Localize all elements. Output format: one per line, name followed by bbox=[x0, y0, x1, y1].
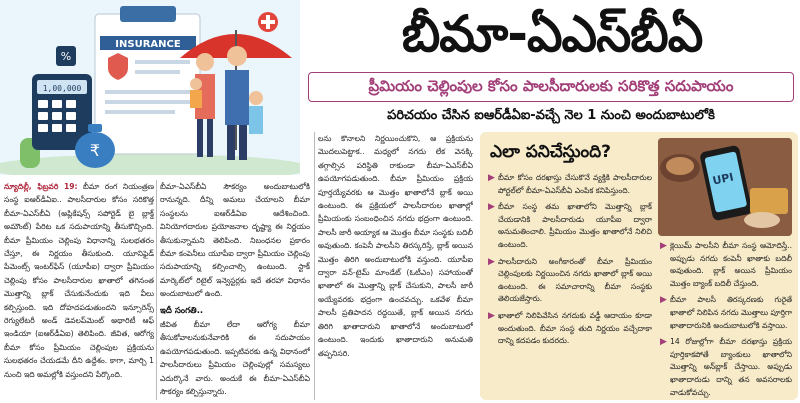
bullet-marker-icon: ▶ bbox=[660, 295, 667, 306]
bullet-item: ▶ 14 రోజుల్లోగా బీమా దరఖాస్తు ప్రక్రియ పూర్తికాకపోతే బ్యాంకులు ఖాతాలోని మొత్తాన్ని అన్‌బ్లాక్ చేస్తాయి. అప్పుడు ఖాతాదారుడు దాన్ని తన అవసరాలకు వాడుకోవచ్చు. bbox=[660, 336, 792, 399]
calculator-display: 1,00,000 bbox=[42, 84, 82, 93]
bullet-list-right bbox=[660, 240, 792, 400]
rupee-symbol: ₹ bbox=[89, 141, 101, 160]
article-column-2 bbox=[160, 180, 310, 402]
insurance-label: INSURANCE bbox=[115, 39, 181, 50]
bullet-marker-icon: ▶ bbox=[660, 337, 667, 348]
bullet-item: ▶ బీమా కోసం దరఖాస్తు చేసుకొనే వ్యక్తికి పాలసీదారుల పోర్టల్‌లో బీమా-ఏఎస్‌బీఏ ఎంపిక కనిపిస్తుంది. bbox=[488, 172, 652, 197]
bullet-list-left bbox=[488, 172, 652, 352]
article-column-3 bbox=[318, 132, 473, 402]
bullet-marker-icon: ▶ bbox=[488, 173, 495, 183]
bullet-marker-icon: ▶ bbox=[660, 241, 667, 251]
column-3-body: లను కొనాలని నిర్ణయించుకొని, ఆ ప్రక్రియను మొదలుపెట్టాక.. మధ్యలో నగదు లేక వెనక్కి తగ్గాల్సిన పరిస్థితి రాకుండా బీమా-ఏఎస్‌బీఏ ఉపయోగపడుతుంది. బీమా ప్రీమియం ప్రక్రియ పూర్తయ్యేవరకు ఆ మొత్తం ఖాతాలోనే బ్లాక్ అయి ఉంటుంది. ఈ ప్రక్రియలో పాలసీదారుల ఖాతాల్లో ప్రీమియంకు సంబంధించిన నగదు భద్రంగా ఉంటుంది. పాలసీ జారీ అయ్యాక ఆ మొత్తం బీమా సంస్థకు బదిలీ అవుతుంది. కంపెనీ పాలసీని తిరస్కరిస్తే, బ్లాక్ అయిన మొత్తం తిరిగి అందుబాటులోకి వస్తుంది. యూపీఐ ద్వారా వన్-టైమ్ మాండేట్ (ఓటీఎం) సహాయంతో ఖాతాలో ఈ మొత్తాన్ని బ్లాక్ చేసుకుని, పాలసీ జారీ అయ్యేవరకు భద్రంగా ఉంచవచ్చు. ఒకవేళ బీమా పాలసీ ప్రతిపాదన రద్దయితే, బ్లాక్ అయిన నగదు తిరిగి ఖాతాదారుని ఖాతాలోనే అందుబాటులో ఉంటుంది. ఇందుకు ఖాతాదారుని అనుమతి తప్పనిసరి. bbox=[318, 134, 473, 358]
bullet-item: ▶ పాలసీదారుని అంగీకారంతో బీమా ప్రీమియం చెల్లింపులకు నిర్ణయించిన నగదు ఖాతాలో బ్లాక్ అయి ఉంటుంది. ఈ సమాచారాన్ని బీమా సంస్థకు తెలియజేస్తారు. bbox=[488, 256, 652, 306]
column-1-body: బీమా రంగ నియంత్రణ సంస్థ ఐఆర్‌డీఏఐ.. పాలసీదారుల కోసం సరికొత్త బీమా-ఏఎస్‌బీఏ (అప్లికేషన్స్ సపోర్టెడ్ బై బ్లాక్డ్ అమౌంట్) పేరిట ఒక సదుపాయాన్ని తీసుకొచ్చింది. బీమా ప్రీమియం చెల్లింపు విధానాన్ని సులభతరం చేస్తూ, ఈ నిర్ణయం తీసుకుంది. యూనిఫైడ్ పేమెంట్స్ ఇంటర్‌ఫేస్ (యూపీఐ) ద్వారా ప్రీమియం చెల్లింపు కోసం పాలసీదారుల ఖాతాలో తగినంత మొత్తాన్ని బ్లాక్ చేసుకునేందుకు ఇది వీలు కల్పిస్తుంది. ఇది దోహదపడుతుందని ఇన్సూరెన్స్ రెగ్యులేటరీ అండ్ డెవలప్‌మెంట్ అథారిటీ ఆఫ్ ఇండియా (ఐఆర్‌డీఏఐ) తెలిపింది. జీవిత, ఆరోగ్య బీమా కోసం ప్రీమియం చెల్లింపుల ప్రక్రియను సులభతరం చేయడమే దీని ఉద్దేశం. కాగా, మార్చి 1 నుంచి ఇది అమల్లోకి వస్తుందని పేర్కొంది. bbox=[4, 182, 154, 379]
insurance-illustration bbox=[0, 0, 300, 175]
percent-label: % bbox=[60, 50, 72, 63]
headline: బీమా-ఏఎస్‌బీఏ bbox=[401, 5, 703, 63]
section-title: ఇదీ సంగతి.. bbox=[160, 305, 204, 316]
article-column-1 bbox=[4, 180, 154, 402]
bullet-item: ▶ క్లెయిమ్ పాలసీని బీమా సంస్థ ఆమోదిస్తే.. అప్పుడు నగదు కంపెనీ ఖాతాకు బదిలీ అవుతుంది. బ్లాక్ అయిన ప్రీమియం మొత్తం బ్యాంక్ బదిలీ చేస్తుంది. bbox=[660, 240, 792, 290]
bullet-marker-icon: ▶ bbox=[488, 256, 495, 267]
upi-payment-photo bbox=[658, 138, 792, 236]
bullet-item: ▶ బీమా పాలసీ తిరస్కరణకు గురైతే ఖాతాలో నిలిపిన నగదు మొత్తాలు పూర్తిగా ఖాతాదారునికి అందుబాటులోకి వస్తాయి. bbox=[660, 294, 792, 332]
bullet-marker-icon: ▶ bbox=[488, 202, 495, 213]
how-it-works-title: ఎలా పనిచేస్తుంది? bbox=[490, 142, 612, 162]
how-it-works-box bbox=[480, 132, 798, 400]
bullet-item: ▶ ఖాతాలో నిలిపివేసిన నగదుకు వడ్డీ ఆదాయం కూడా అందుతుంది. బీమా సంస్థ తుది నిర్ణయం వచ్చేదాకా దాన్ని కదపడం కుదరదు. bbox=[488, 310, 652, 348]
phone-payment-icon bbox=[658, 138, 792, 236]
subheadline: ప్రీమియం చెల్లింపుల కోసం పాలసీదారులకు సరికొత్త సదుపాయం bbox=[308, 72, 794, 102]
upi-card-text: UPI bbox=[711, 170, 735, 188]
dateline: న్యూదిల్లీ, ఫిబ్రవరి 19: bbox=[4, 182, 78, 191]
bullet-marker-icon: ▶ bbox=[488, 310, 495, 321]
column-divider bbox=[156, 180, 157, 400]
insurance-scene-graphic bbox=[0, 0, 300, 175]
kicker-line: పరిచయం చేసిన ఐఆర్‌డీఏఐ-వచ్చే నెల 1 నుంచి అందుబాటులోకి bbox=[387, 108, 715, 123]
column-2-para-2: జీవిత బీమా లేదా ఆరోగ్య బీమా తీసుకోవాలనుకునేవారికి ఈ సదుపాయం ఉపయోగపడుతుంది. ఇప్పటివరకు ఉన్న విధానంలో పాలసీదారులు ప్రీమియం చెల్లింపుల్లో సమస్యలు ఎదుర్కొనే వారు. అందుకే ఈ బీమా-ఏఎస్‌బీఏ సౌకర్యం కల్పిస్తున్నారు. bbox=[160, 320, 310, 397]
column-2-para-1: బీమా-ఏఎస్‌బీఏ సౌకర్యం అందుబాటులోకి రానున్నది. దీన్ని అమలు చేయాలని బీమా సంస్థలను ఐఆర్‌డీఏఐ ఆదేశించింది. వినియోగదారుల ప్రయోజనాల దృష్ట్యా ఈ నిర్ణయం తీసుకున్నామని తెలిపింది. నిబంధనల ప్రకారం బీమా కంపెనీలు యూపీఐ ద్వారా ప్రీమియం చెల్లింపు సదుపాయాన్ని కల్పించాల్సి ఉంటుంది. స్టాక్ మార్కెట్‌లో రిటైల్ ఇన్వెస్టర్లకు ఇదే తరహా విధానం అందుబాటులో ఉంది. bbox=[160, 182, 310, 299]
column-divider bbox=[314, 132, 315, 400]
bullet-item: ▶ బీమా సంస్థ తమ ఖాతాలోని మొత్తాన్ని బ్లాక్ చేయడానికి పాలసీదారుడు యూపీఐ ద్వారా అనుమతించాలి. ప్రీమియం మొత్తం ఖాతాలోనే నిలిచి ఉంటుంది. bbox=[488, 201, 652, 251]
